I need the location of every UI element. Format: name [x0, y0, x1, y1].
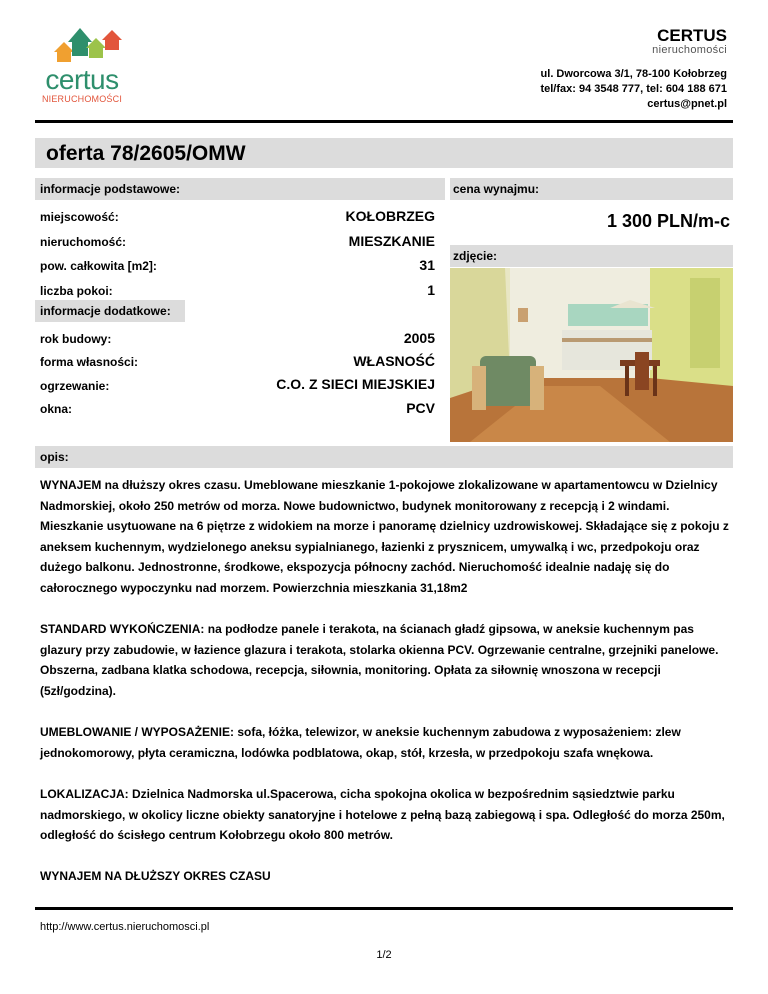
logo-subtitle: NIERUCHOMOŚCI — [41, 94, 123, 104]
row-value-year: 2005 — [403, 330, 435, 346]
phone-line: tel/fax: 94 3548 777, tel: 604 188 671 — [540, 83, 727, 95]
row-label-windows: okna: — [40, 402, 73, 416]
description-paragraph: LOKALIZACJA: Dzielnica Nadmorska ul.Spacerowa, cicha spokojna okolica w bezpośrednim sąsiedztwie parku nadmorskiego, w okolicy liczne obiekty sanatoryjne i hotelowe z pełną bazą zabiegową i spa. Odległość do morza 250m, odległość do ścisłego centrum Kołobrzegu około 800 metrów. — [40, 786, 725, 843]
row-value-windows: PCV — [406, 400, 435, 416]
row-value-rooms: 1 — [427, 282, 435, 298]
basic-info-heading: informacje podstawowe: — [40, 182, 181, 196]
row-label-area: pow. całkowita [m2]: — [40, 259, 157, 273]
extra-info-heading: informacje dodatkowe: — [40, 304, 171, 318]
logo-wordmark: certus — [45, 64, 119, 95]
description-paragraph: WYNAJEM NA DŁUŻSZY OKRES CZASU — [40, 869, 271, 884]
description-heading: opis: — [40, 450, 69, 464]
description-paragraph: UMEBLOWANIE / WYPOSAŻENIE: sofa, łóżka, telewizor, w aneksie kuchennym zabudowa z wyposażeniem: zlew jednokomorowy, płyta ceramiczna, lodówka podblatowa, okap, stół, krzesła, w przedpokoju szafa wnękowa. — [40, 725, 681, 760]
row-value-city: KOŁOBRZEG — [345, 208, 435, 224]
row-label-ownership: forma własności: — [40, 355, 139, 369]
brand-subtitle: nieruchomości — [652, 44, 727, 56]
description-band — [35, 446, 733, 468]
address-line: ul. Dworcowa 3/1, 78-100 Kołobrzeg — [540, 68, 727, 80]
row-value-heating: C.O. Z SIECI MIEJSKIEJ — [276, 376, 435, 392]
row-label-rooms: liczba pokoi: — [40, 284, 113, 298]
description-paragraph: STANDARD WYKOŃCZENIA: na podłodze panele i terakota, na ścianach gładź gipsowa, w aneksie kuchennym pas glazury przy zabudowie, w łazience glazura i terakota, stolarka okienna PCV. Ogrzewanie centralne, grzejniki panelowe. Obszerna, zadbana klatka schodowa, recepcja, siłownia, monitoring. Opłata za siłownię wnoszona w recepcji (5zł/godzina). — [40, 622, 719, 698]
description-paragraph: WYNAJEM na dłuższy okres czasu. Umeblowane mieszkanie 1-pokojowe zlokalizowane w apartamentowcu w Dzielnicy Nadmorskiej, około 250 metrów od morza. Nowe budownictwo, budynek monitorowany z recepcją i 2 windami. Mieszkanie usytuowane na 6 piętrze z widokiem na morze i panoramę dzielnicy uzdrowiskowej. Składające się z pokoju z aneksem kuchennym, wydzielonego aneksu sypialnianego, łazienki z prysznicem, umywalką i wc, przedpokoju oraz dużego balkonu. Jednostronne, środkowe, ekspozycja północny zachód. Nieruchomość idealnie nadaję się do całorocznego wypoczynku nad morzem. Powierzchnia mieszkania 31,18m2 — [40, 478, 729, 595]
row-label-year: rok budowy: — [40, 332, 112, 346]
page-number: 1/2 — [376, 949, 392, 961]
row-label-property: nieruchomość: — [40, 235, 127, 249]
footer-url-link[interactable]: http://www.certus.nieruchomosci.pl — [40, 921, 210, 933]
contact-block — [540, 67, 727, 112]
row-label-city: miejscowość: — [40, 210, 119, 224]
header-rule — [35, 120, 733, 123]
row-label-heating: ogrzewanie: — [40, 379, 110, 393]
row-value-area: 31 — [419, 257, 435, 273]
footer-rule — [35, 907, 733, 910]
email-line: certus@pnet.pl — [647, 98, 727, 110]
offer-title: oferta 78/2605/OMW — [46, 142, 246, 165]
row-value-property: MIESZKANIE — [348, 233, 435, 249]
brand-name: CERTUS — [657, 26, 727, 45]
apartment-photo — [450, 268, 733, 442]
photo-heading: zdjęcie: — [453, 249, 498, 263]
description-body — [40, 475, 730, 907]
row-value-ownership: WŁASNOŚĆ — [353, 353, 435, 369]
price-value: 1 300 PLN/m-c — [606, 211, 730, 231]
price-heading: cena wynajmu: — [453, 182, 540, 196]
